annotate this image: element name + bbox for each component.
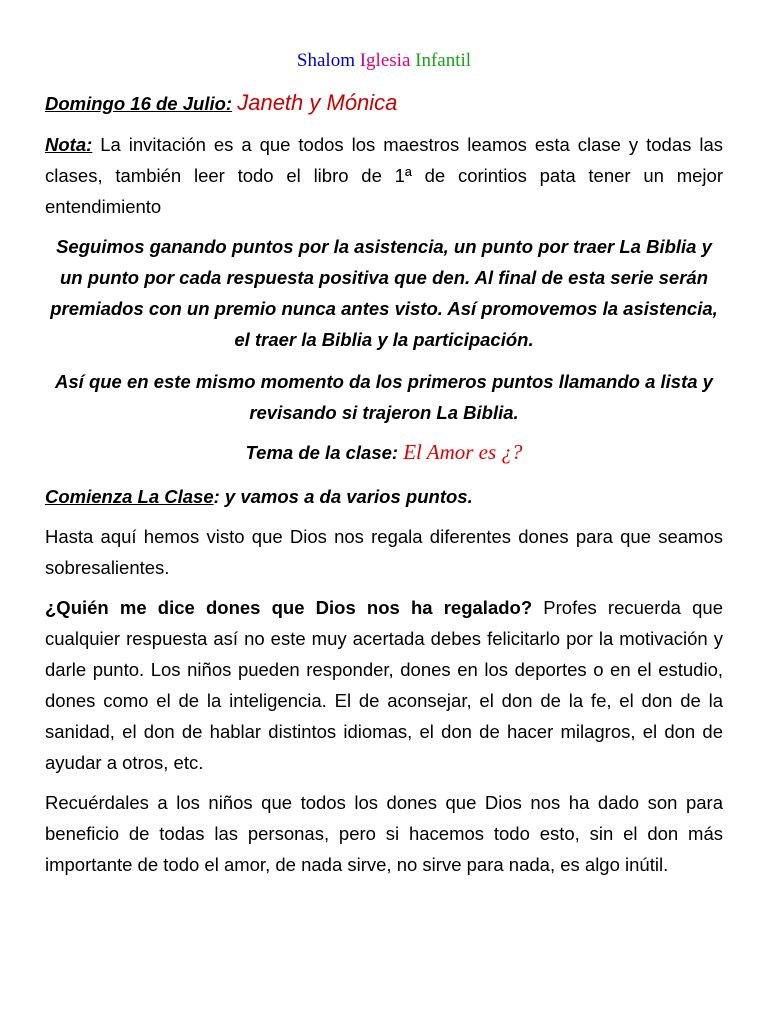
date-line bbox=[45, 87, 723, 119]
reminder-paragraph: Recuérdales a los niños que todos los dones que Dios nos ha dado son para beneficio de todas las personas, pero si hacemos todo esto, sin el don más importante de todo el amor, de nada sirve, no sirve para nada, es algo inútil. bbox=[45, 792, 723, 875]
start-class-line bbox=[45, 481, 723, 512]
points-paragraph: Seguimos ganando puntos por la asistencia, un punto por traer La Biblia y un punto por cada respuesta positiva que den. Al final de esta serie serán premiados con un premio nunca antes visto. Así promovemos la asistencia, el traer la Biblia y la participación. bbox=[50, 236, 718, 350]
header-word-iglesia: Iglesia bbox=[359, 50, 411, 71]
start-class-label: Comienza La Clase bbox=[45, 486, 214, 507]
gifts-text: Profes recuerda que cualquier respuesta así no este muy acertada debes felicitarlo por la motivación y darle punto. Los niños pueden responder, dones en los deportes o en el estudio, dones como el de la inteligencia. El de aconsejar, el don de la fe, el don de la sanidad, el don de hablar distintos idiomas, el don de hacer milagros, el don de ayudar a otros, etc. bbox=[45, 597, 723, 773]
topic-label: Tema de la clase: bbox=[245, 442, 399, 463]
date-label: Domingo 16 de Julio: bbox=[45, 93, 233, 114]
gifts-question: ¿Quién me dice dones que Dios nos ha regalado? bbox=[45, 597, 533, 618]
note-text: La invitación es a que todos los maestros leamos esta clase y todas las clases, también leer todo el libro de 1ª de corintios pata tener un mejor entendimiento bbox=[45, 134, 723, 217]
note-label: Nota: bbox=[45, 134, 93, 155]
header-word-infantil: Infantil bbox=[415, 50, 472, 71]
topic-value: El Amor es ¿? bbox=[403, 440, 523, 464]
header-word-shalom: Shalom bbox=[296, 50, 355, 71]
lesson-topic bbox=[45, 437, 723, 468]
note-paragraph bbox=[45, 129, 723, 222]
teacher-names: Janeth y Mónica bbox=[237, 90, 398, 115]
gifts-question-paragraph bbox=[45, 592, 723, 778]
start-class-rest: : y vamos a da varios puntos. bbox=[213, 486, 473, 507]
first-points-paragraph: Así que en este mismo momento da los primeros puntos llamando a lista y revisando si trajeron La Biblia. bbox=[55, 371, 713, 423]
intro-paragraph: Hasta aquí hemos visto que Dios nos regala diferentes dones para que seamos sobresalientes. bbox=[45, 526, 723, 578]
header-title bbox=[0, 49, 768, 73]
